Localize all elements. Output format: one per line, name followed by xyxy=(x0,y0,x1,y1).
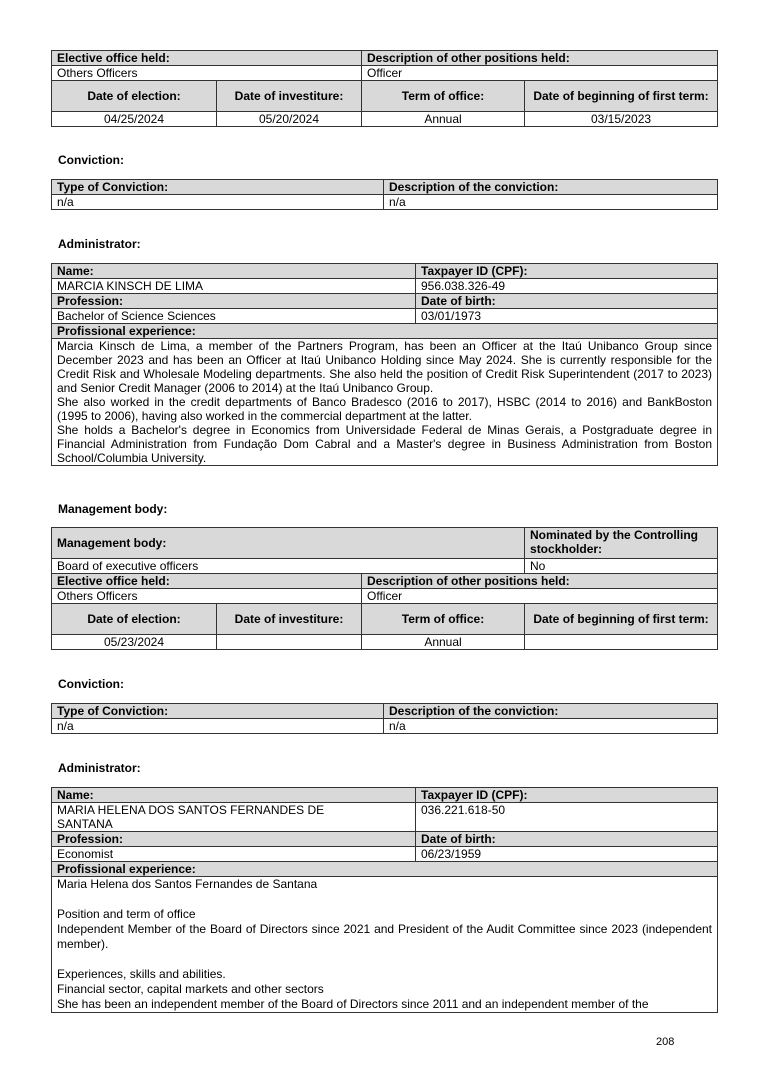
date-election-label: Date of election: xyxy=(52,604,217,635)
conviction-desc-value: n/a xyxy=(384,195,718,210)
dob-value: 06/23/1959 xyxy=(416,847,718,862)
profession-value: Bachelor of Science Sciences xyxy=(52,309,416,324)
profession-label: Profession: xyxy=(52,832,416,847)
experience-sector: Financial sector, capital markets and other sectors xyxy=(57,982,324,996)
name-label: Name: xyxy=(52,788,416,803)
management-body-label: Management body: xyxy=(52,528,525,559)
administrator-table-1 xyxy=(51,263,717,466)
description-label: Description of other positions held: xyxy=(362,574,718,589)
date-election-label: Date of election: xyxy=(52,81,217,112)
administrator-table-2 xyxy=(51,787,717,1013)
experience-paragraph: She also worked in the credit departments of Banco Bradesco (2016 to 2017), HSBC (2014 to 2016) and BankBoston (1995 to 2006), having also worked in the commercial department at the latter. xyxy=(57,395,712,423)
management-body-heading: Management body: xyxy=(58,502,168,516)
name-value: MARCIA KINSCH DE LIMA xyxy=(52,279,416,294)
experience-skills-title: Experiences, skills and abilities. xyxy=(57,967,226,981)
nominated-label: Nominated by the Controlling stockholder: xyxy=(525,528,718,559)
cpf-value: 036.221.618-50 xyxy=(416,803,718,832)
conviction-type-value: n/a xyxy=(52,195,384,210)
administrator-heading-1: Administrator: xyxy=(58,237,141,251)
name-label: Name: xyxy=(52,264,416,279)
description-value: Officer xyxy=(362,589,718,604)
name-value: MARIA HELENA DOS SANTOS FERNANDES DE SANTANA xyxy=(52,803,416,832)
term-label: Term of office: xyxy=(362,604,525,635)
date-investiture-value: 05/20/2024 xyxy=(217,112,362,127)
page-number: 208 xyxy=(656,1036,675,1048)
experience-last-line: She has been an independent member of the Board of Directors since 2011 and an independent member of the xyxy=(57,997,649,1011)
elective-office-table-1 xyxy=(51,50,717,127)
conviction-table-1 xyxy=(51,179,717,210)
nominated-value: No xyxy=(525,559,718,574)
experience-position-title: Position and term of office xyxy=(57,907,196,921)
elective-office-value: Others Officers xyxy=(52,66,362,81)
first-term-value xyxy=(525,635,718,650)
management-body-value: Board of executive officers xyxy=(52,559,525,574)
profession-value: Economist xyxy=(52,847,416,862)
first-term-value: 03/15/2023 xyxy=(525,112,718,127)
experience-name: Maria Helena dos Santos Fernandes de Santana xyxy=(57,877,318,891)
term-label: Term of office: xyxy=(362,81,525,112)
dob-label: Date of birth: xyxy=(416,294,718,309)
date-election-value: 05/23/2024 xyxy=(52,635,217,650)
cpf-label: Taxpayer ID (CPF): xyxy=(416,788,718,803)
conviction-heading-2: Conviction: xyxy=(58,677,124,691)
dob-label: Date of birth: xyxy=(416,832,718,847)
conviction-heading-1: Conviction: xyxy=(58,153,124,167)
profession-label: Profession: xyxy=(52,294,416,309)
description-label: Description of other positions held: xyxy=(362,51,718,66)
date-election-value: 04/25/2024 xyxy=(52,112,217,127)
conviction-type-label: Type of Conviction: xyxy=(52,180,384,195)
experience-label: Profissional experience: xyxy=(52,324,718,339)
experience-paragraph: Marcia Kinsch de Lima, a member of the Partners Program, has been an Officer at the Itaú Unibanco Group since December 2023 and has been an Officer at Itaú Unibanco Holding since May 2024. She is currently responsible for the Credit Risk and Wholesale Modeling departments. She also held the position of Credit Risk Superintendent (2017 to 2023) and Senior Credit Manager (2006 to 2014) at the Itaú Unibanco Group. xyxy=(57,339,712,395)
elective-office-label: Elective office held: xyxy=(52,51,362,66)
first-term-label: Date of beginning of first term: xyxy=(525,604,718,635)
experience-paragraph: She holds a Bachelor's degree in Economics from Universidade Federal de Minas Gerais, a Postgraduate degree in Financial Administration from Fundação Dom Cabral and a Master's degree in Business Administration from Boston School/Columbia University. xyxy=(57,423,712,465)
experience-position-text: Independent Member of the Board of Directors since 2021 and President of the Audit Committee since 2023 (independent member). xyxy=(57,922,712,951)
conviction-type-label: Type of Conviction: xyxy=(52,704,384,719)
conviction-desc-label: Description of the conviction: xyxy=(384,180,718,195)
term-value: Annual xyxy=(362,635,525,650)
administrator-heading-2: Administrator: xyxy=(58,761,141,775)
first-term-label: Date of beginning of first term: xyxy=(525,81,718,112)
date-investiture-label: Date of investiture: xyxy=(217,81,362,112)
conviction-desc-value: n/a xyxy=(384,719,718,734)
cpf-label: Taxpayer ID (CPF): xyxy=(416,264,718,279)
dob-value: 03/01/1973 xyxy=(416,309,718,324)
conviction-desc-label: Description of the conviction: xyxy=(384,704,718,719)
experience-text xyxy=(52,339,718,466)
conviction-table-2 xyxy=(51,703,717,734)
date-investiture-label: Date of investiture: xyxy=(217,604,362,635)
conviction-type-value: n/a xyxy=(52,719,384,734)
elective-office-label: Elective office held: xyxy=(52,574,362,589)
description-value: Officer xyxy=(362,66,718,81)
date-investiture-value xyxy=(217,635,362,650)
management-body-table xyxy=(51,527,717,650)
elective-office-value: Others Officers xyxy=(52,589,362,604)
experience-label: Profissional experience: xyxy=(52,862,718,877)
experience-text xyxy=(52,877,718,1013)
term-value: Annual xyxy=(362,112,525,127)
cpf-value: 956.038.326-49 xyxy=(416,279,718,294)
